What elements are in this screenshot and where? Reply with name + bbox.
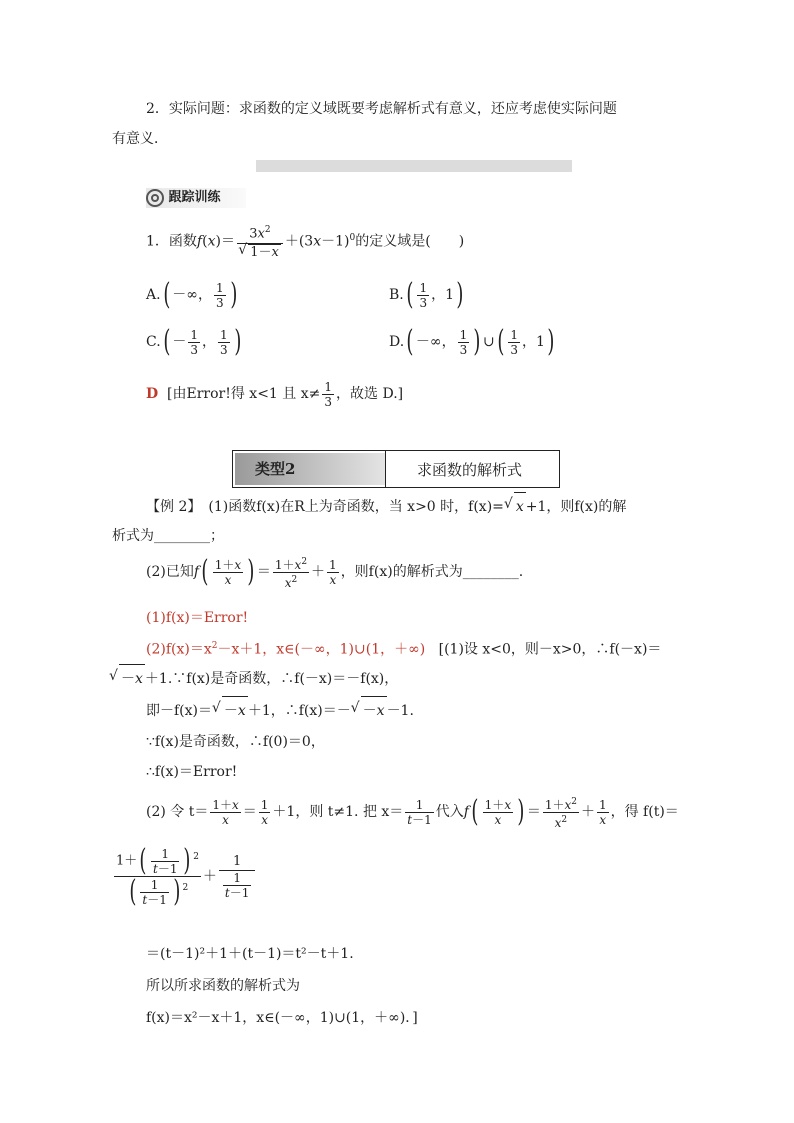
example-q1: 【例 2】 (1)函数f(x)在R上为奇函数，当 x>0 时，f(x)= √ x +1，则f(x)的解 [146,492,626,521]
solution-line-3-a: 即－f(x)＝ [146,703,213,719]
example-answer-2: $(2)f(x)=x^2-x+1$，x∈(－∞，1)∪(1，＋∞) [(1)设 x<0，则－x>0，∴f(－x)＝ [146,641,662,658]
intro-line-1: 2．实际问题：求函数的定义域既要考虑解析式有意义，还应考虑使实际问题 [146,101,617,117]
q1-fraction: $3x^2$ √ 1－x [237,222,283,260]
solution-line-3: 即－f(x)＝ √ －x ＋1，∴f(x)＝－ √ －x －1. [146,696,414,725]
solution-line-6-c: 代入 [435,804,464,820]
solution-line-10: f(x)＝x²－x＋1，x∈(－∞，1)∪(1，＋∞)．] [146,1010,418,1026]
answer-letter: D [146,386,159,402]
example-q1-b: +1，则f(x)的解 [525,499,627,515]
answer-1: D [由Error!得 x<1 且 x≠ $\frac{1}{3}$ ，故选 D.] [146,379,404,409]
option-b: B.( $\frac{1}{3}$ ，1) [389,277,464,312]
option-d: D.( －∞， $\frac{1}{3}$ ) ∪( $\frac{1}{3}$ ，1) [389,324,555,359]
target-icon [146,189,164,207]
option-c: C.( － $\frac{1}{3}$ ， $\frac{1}{3}$ ) [146,324,242,359]
training-badge-content [146,188,221,208]
type-divider [385,451,386,487]
question-1: 1．函数f(x)＝ $3x^2$ √ 1－x $+(3x-1)^0$的定义域是( ) [146,218,464,262]
example-answer-1: (1)f(x)＝Error! [146,610,249,626]
type-title: 求函数的解析式 [417,461,523,479]
example-q2-a: (2)已知 [146,564,194,580]
type-label: 类型2 [255,460,296,478]
answer-text: [由Error!得 x<1 且 x≠ [167,386,321,402]
option-a: A.( －∞， $\frac{1}{3}$ ) [146,277,237,312]
solution-line-6-d: ，得 f(t)＝ [610,804,679,820]
example-q2: (2)已知f( $\frac{1+x}{x}$ ) ＝ $\frac{1+x^2}{x^2}$ ＋ $\frac{1}{x}$ ，则f(x)的解析式为________. [146,554,524,590]
solution-line-6: (2) 令 t＝ $\frac{1+x}{x}$ ＝ $\frac{1}{x}$ ＋1，则 t≠1. 把 x＝ $\frac{1}{t-1}$ 代入f( $\frac{1+x}{x}$ ) ＝ $\frac{1+x^2}{x^2}$ ＋ $\frac{1}{x}$ ，得 f(t)＝ [146,794,679,830]
solution-line-6-a: (2) 令 t＝ [146,804,209,820]
training-badge-label: 跟踪训练 [168,190,221,205]
solution-line-5: ∴f(x)＝Error! [146,764,238,780]
solution-line-6-b: ＋1，则 t≠1. 把 x＝ [272,804,404,820]
solution-line-9: 所以所求函数的解析式为 [146,978,300,994]
example-q1-c: 析式为________； [112,528,224,544]
solution-complex-fraction: 1＋( $\frac{1}{t-1}$ ) $^2$ ( $\frac{1}{t-1}$ ) $^2$ ＋ $\frac{1}{\frac{1}{t-1}}$ [112,846,257,907]
solution-line-4: ∵f(x)是奇函数，∴f(0)＝0， [146,734,325,750]
example-head: 【例 2】 [146,499,195,515]
question-1-prefix: 1．函数 [146,233,197,250]
example-answer-2-b: －x＋1，x∈(－∞，1)∪(1，＋∞) [217,641,426,658]
solution-line-3-b: ＋1，∴f(x)＝－ [247,703,351,719]
option-b-label: B. [389,287,404,303]
type-header-box [232,450,560,488]
solution-line-2-text: ＋1.∵f(x)是奇函数，∴f(－x)＝－f(x)， [144,671,399,687]
answer-tail: ，故选 D.] [336,386,404,402]
separator-bar [256,160,572,172]
solution-line-8: ＝(t－1)²＋1＋(t－1)＝t²－t＋1. [146,946,354,962]
example-answer-2-a: (2)f(x)＝x [146,641,212,658]
example-q1-a: (1)函数f(x)在R上为奇函数，当 x>0 时，f(x)= [208,499,504,515]
example-q2-b: ，则f(x)的解析式为________. [340,564,524,580]
solution-line-1: [(1)设 x<0，则－x>0，∴f(－x)＝ [438,641,662,658]
option-d-label: D. [389,334,405,350]
option-c-label: C. [146,334,161,350]
solution-line-2: √ －x ＋1.∵f(x)是奇函数，∴f(－x)＝－f(x)， [118,664,398,693]
option-a-label: A. [146,287,161,303]
intro-line-2: 有意义． [112,131,168,147]
question-1-suffix: 的定义域是( ) [355,233,465,250]
solution-line-3-c: －1. [386,703,414,719]
